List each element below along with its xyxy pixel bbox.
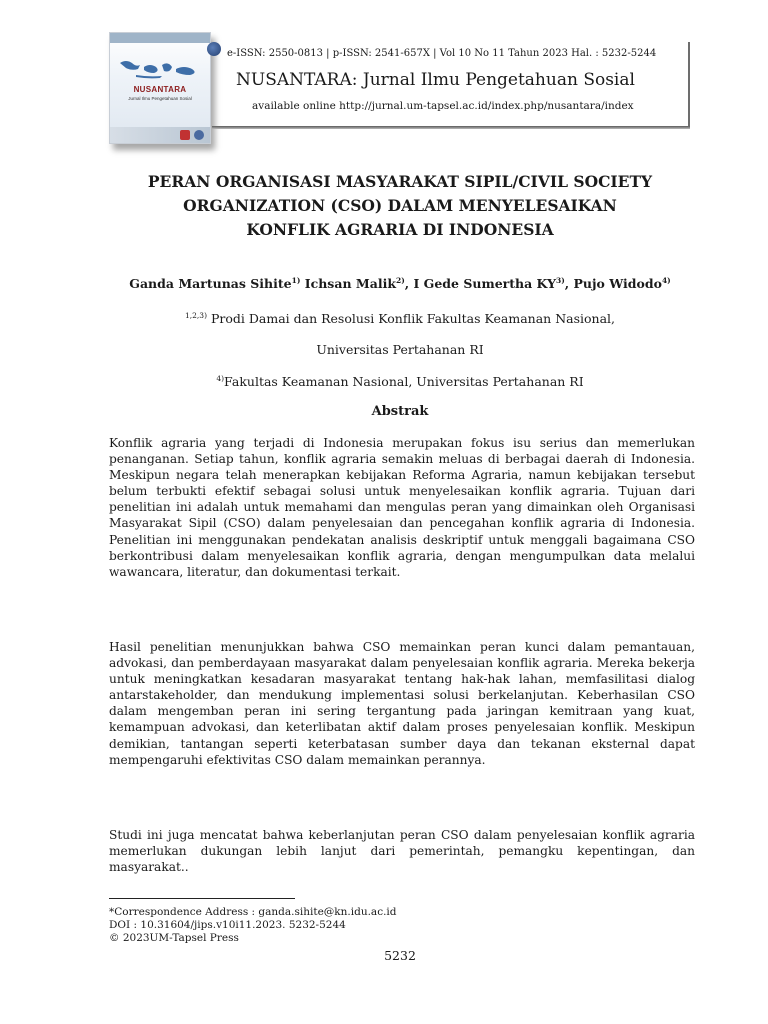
author-name: Ganda Martunas Sihite bbox=[129, 276, 292, 292]
author-sup: 2) bbox=[395, 276, 405, 285]
publisher-logo-icon bbox=[180, 130, 190, 140]
cover-subtitle: Jurnal Ilmu Pengetahuan Sosial bbox=[128, 96, 192, 101]
header-vertical-rule bbox=[688, 42, 690, 128]
footnote-rule bbox=[109, 898, 295, 899]
abstract-paragraph-2: Hasil penelitian menunjukkan bahwa CSO memainkan peran kunci dalam pemantauan, advokasi, dan pemberdayaan masyarakat dalam penyelesaian konflik agraria. Mereka bekerja untuk meningkatkan kesadaran masyarakat tentang hak-hak lahan, memfasilitasi dialog antarstakeholder, dan mendukung implementasi solusi berkelanjutan. Keberhasilan CSO dalam mengemban peran ini sering tergantung pada jaringan kemitraan yang kuat, kemampuan advokasi, dan keterlibatan aktif dalam proses penyelesaian konflik. Meskipun demikian, tantangan seperti keterbatasan sumber daya dan tekanan eksternal dapat mempengaruhi efektivitas CSO dalam memainkan perannya. bbox=[109, 640, 695, 767]
affiliation-text: Fakultas Keamanan Nasional, Universitas Pertahanan RI bbox=[224, 374, 584, 390]
author-list: Ganda Martunas Sihite$^{1)}$ Ichsan Malik$^{2)}$, I Gede Sumertha KY$^{3)}$, Pujo Widodo$^{4)}$ bbox=[129, 276, 671, 292]
author-sup: 1) bbox=[291, 276, 301, 285]
author-sup: 3) bbox=[556, 276, 565, 285]
page-number: 5232 bbox=[384, 948, 416, 963]
author-name: Ichsan Malik bbox=[304, 276, 396, 292]
abstract-paragraph-3: Studi ini juga mencatat bahwa keberlanjutan peran CSO dalam penyelesaian konflik agraria memerlukan dukungan lebih lanjut dari pemerintah, pemangku kepentingan, dan masyarakat.. bbox=[109, 828, 695, 875]
affiliation-1 bbox=[80, 311, 720, 326]
title-line: ORGANIZATION (CSO) DALAM MENYELESAIKAN bbox=[183, 196, 617, 215]
doi-line: DOI : 10.31604/jips.v10i11.2023. 5232-5244 bbox=[109, 919, 346, 931]
copyright-line: © 2023UM-Tapsel Press bbox=[109, 932, 239, 944]
affiliation-sup: 1,2,3) bbox=[184, 311, 207, 320]
abstract-paragraph-1: Konflik agraria yang terjadi di Indonesia merupakan fokus isu serius dan memerlukan penanganan. Setiap tahun, konflik agraria semakin meluas di berbagai daerah di Indonesia. Meskipun negara telah menerapkan kebijakan Reforma Agraria, namun kebijakan tersebut belum terbukti efektif sebagai solusi untuk menyelesaikan konflik agraria. Tujuan dari penelitian ini adalah untuk memahami dan mengulas peran yang dimainkan oleh Organisasi Masyarakat Sipil (CSO) dalam penyelesaian dan pencegahan konflik agraria di Indonesia. Penelitian ini menggunakan pendekatan analisis deskriptif untuk menggali bagaimana CSO berkontribusi dalam menyelesaikan konflik agraria, dengan mengumpulkan data melalui wawancara, literatur, dan dokumentasi terkait. bbox=[109, 436, 695, 579]
correspondence-address: *Correspondence Address : ganda.sihite@kn.idu.ac.id bbox=[109, 906, 397, 918]
affiliation-sup: 4) bbox=[216, 374, 225, 383]
journal-title: NUSANTARA: Jurnal Ilmu Pengetahuan Sosial bbox=[236, 70, 635, 90]
title-line: PERAN ORGANISASI MASYARAKAT SIPIL/CIVIL SOCIETY bbox=[147, 172, 653, 191]
abstract-heading: Abstrak bbox=[371, 404, 429, 419]
available-online-link[interactable]: available online http://jurnal.um-tapsel.ac.id/index.php/nusantara/index bbox=[252, 100, 634, 112]
journal-cover-image bbox=[109, 32, 211, 144]
author-sup: 4) bbox=[661, 276, 671, 285]
cover-top-band bbox=[110, 33, 210, 43]
cover-title: NUSANTARA bbox=[133, 85, 187, 94]
author-name: Pujo Widodo bbox=[573, 276, 662, 292]
affiliation-text: Prodi Damai dan Resolusi Konflik Fakultas Keamanan Nasional, bbox=[210, 311, 615, 327]
university-seal-icon bbox=[207, 42, 221, 56]
title-line: KONFLIK AGRARIA DI INDONESIA bbox=[246, 220, 554, 239]
author-name: I Gede Sumertha KY bbox=[413, 276, 557, 292]
header-horizontal-rule bbox=[212, 126, 690, 129]
indonesia-map-icon bbox=[118, 55, 202, 83]
article-title bbox=[100, 170, 700, 242]
issn-line: e-ISSN: 2550-0813 | p-ISSN: 2541-657X | Vol 10 No 11 Tahun 2023 Hal. : 5232-5244 bbox=[227, 48, 657, 59]
affiliation-1b: Universitas Pertahanan RI bbox=[316, 342, 484, 357]
university-logo-icon bbox=[194, 130, 204, 140]
affiliation-2 bbox=[80, 374, 720, 389]
